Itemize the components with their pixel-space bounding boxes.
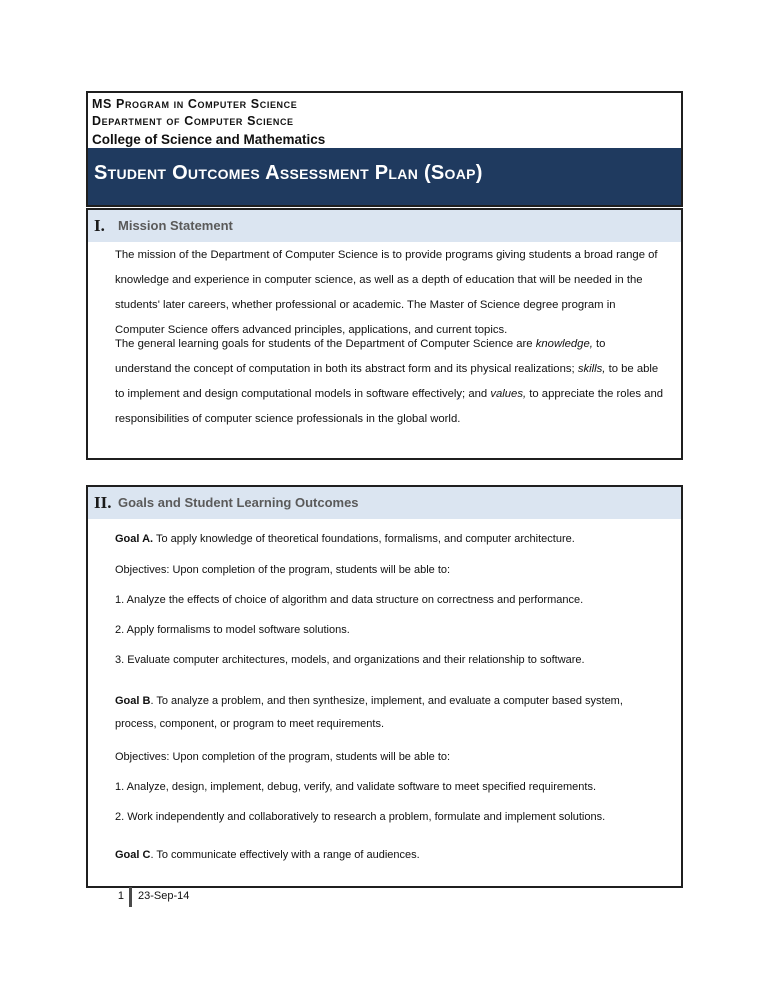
text-run: to understand the concept of computation in both its abstract form and its physical realizations;: [115, 338, 606, 375]
goal-text: To apply knowledge of theoretical foundations, formalisms, and computer architecture.: [153, 533, 575, 545]
goal-text: . To communicate effectively with a range of audiences.: [150, 849, 420, 861]
goal-a: [115, 533, 575, 545]
section-title: Mission Statement: [118, 218, 233, 233]
header-lines: [92, 96, 325, 149]
program-name: MS Program in Computer Science: [92, 97, 298, 111]
goal-b: [115, 695, 623, 707]
objective-item: 2. Work independently and collaboratively to research a problem, formulate and implement solutions.: [115, 811, 606, 823]
mission-section: [86, 208, 683, 460]
section-header: [88, 487, 681, 519]
goal-text: . To analyze a problem, and then synthesize, implement, and evaluate a computer based system,: [150, 695, 623, 707]
section-numeral: I.: [94, 216, 105, 235]
section-title: Goals and Student Learning Outcomes: [118, 495, 359, 510]
text-run: to appreciate the roles and responsibilities of computer science professionals in the global world.: [115, 388, 664, 425]
emphasis-values: values,: [490, 388, 527, 400]
section-numeral: II.: [94, 493, 112, 512]
objectives-intro: Objectives: Upon completion of the program, students will be able to:: [115, 564, 451, 576]
goal-b-continued: process, component, or program to meet requirements.: [115, 718, 385, 730]
objectives-intro: Objectives: Upon completion of the program, students will be able to:: [115, 751, 451, 763]
department-name: Department of Computer Science: [92, 114, 294, 128]
footer-date: 23-Sep-14: [138, 890, 190, 902]
emphasis-knowledge: knowledge,: [535, 338, 593, 350]
header-block: [86, 91, 683, 207]
objective-item: 3. Evaluate computer architectures, models, and organizations and their relationship to software.: [115, 654, 585, 666]
document-title: Student Outcomes Assessment Plan (Soap): [94, 162, 483, 184]
objective-item: 1. Analyze the effects of choice of algorithm and data structure on correctness and performance.: [115, 594, 584, 606]
objective-item: 2. Apply formalisms to model software solutions.: [115, 624, 350, 636]
mission-paragraph: The mission of the Department of Computer Science is to provide programs giving students a broad range of knowledge and experience in computer science, as well as a depth of education that will be needed in the students' later careers, whether professional or academic. The Master of Science degree program in Computer Science offers advanced principles, applications, and current topics.: [115, 249, 658, 336]
section-header: [88, 210, 681, 242]
goal-label: Goal B: [115, 695, 151, 707]
goals-section: [86, 485, 683, 888]
footer-divider: [129, 887, 132, 907]
objective-item: 1. Analyze, design, implement, debug, verify, and validate software to meet specified requirements.: [115, 781, 596, 793]
emphasis-skills: skills,: [577, 363, 606, 375]
goal-label: Goal C: [115, 849, 151, 861]
goal-label: Goal A.: [115, 533, 154, 545]
page-number: 1: [117, 890, 124, 902]
learning-goals-paragraph: [115, 332, 665, 432]
title-bar: [88, 148, 681, 205]
text-run: to be able to implement and design computational models in software effectively; and: [115, 363, 659, 400]
goal-c: [115, 849, 420, 861]
text-run: The general learning goals for students of the Department of Computer Science are: [115, 338, 536, 350]
college-name: College of Science and Mathematics: [92, 132, 326, 147]
